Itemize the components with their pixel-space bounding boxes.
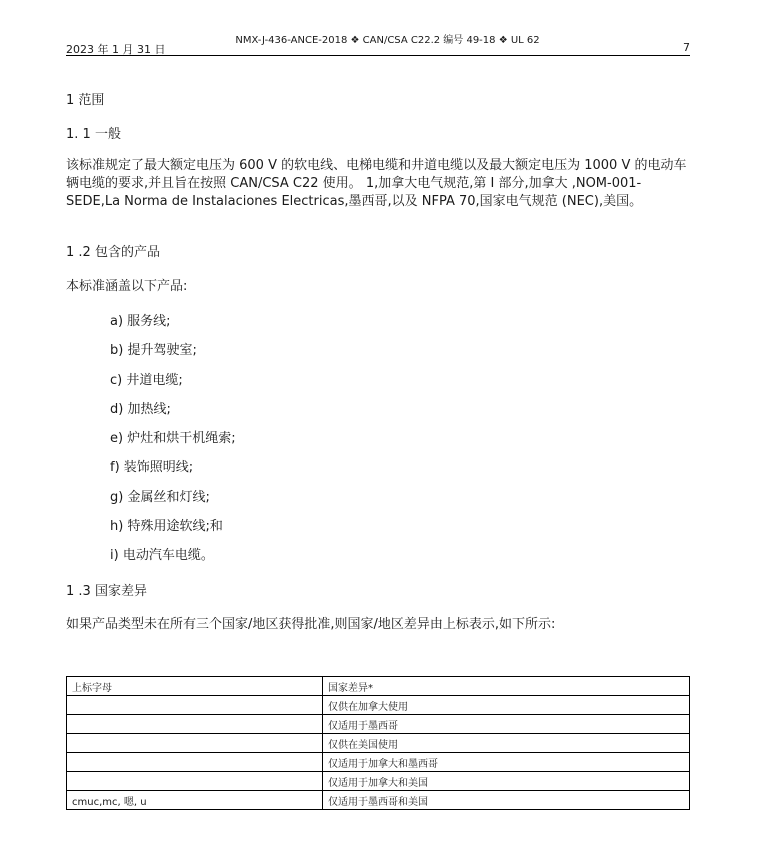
- table-row: [67, 734, 690, 753]
- table-cell: 仅供在美国使用: [323, 734, 690, 753]
- product-list-item: a) 服务线;: [110, 314, 171, 329]
- table-row: [67, 753, 690, 772]
- products-intro: 本标准涵盖以下产品:: [66, 279, 188, 294]
- table-cell: 仅适用于加拿大和墨西哥: [323, 753, 690, 772]
- column-header-difference: 国家差异*: [323, 677, 690, 696]
- product-list-item: f) 装饰照明线;: [110, 460, 194, 475]
- table-row: [67, 791, 690, 810]
- header-divider: [66, 55, 690, 56]
- table-cell: [67, 753, 323, 772]
- table-cell: [67, 772, 323, 791]
- product-list-item: e) 炉灶和烘干机绳索;: [110, 431, 236, 446]
- page-number: 7: [683, 41, 690, 54]
- standard-reference: NMX-J-436-ANCE-2018 ❖ CAN/CSA C22.2 编号 49-18 ❖ UL 62: [235, 35, 540, 46]
- product-list-item: i) 电动汽车电缆。: [110, 548, 214, 563]
- table-cell: cmuc,mc, 嗯, u: [67, 791, 323, 810]
- table-cell: [67, 715, 323, 734]
- table-cell: 仅适用于加拿大和美国: [323, 772, 690, 791]
- general-paragraph: 该标准规定了最大额定电压为 600 V 的软电线、电梯电缆和井道电缆以及最大额定电压为 1000 V 的电动车辆电缆的要求,并且旨在按照 CAN/CSA C22 使用。 1,加拿大电气规范,第 I 部分,加拿大 ,NOM-001-SEDE,La Norma de Instalaciones Electricas,墨西哥,以及 NFPA 70,国家电气规范 (NEC),美国。: [66, 158, 687, 209]
- document-date: 2023 年 1 月 31 日: [66, 43, 166, 56]
- subsection-heading-national-differences: 1 .3 国家差异: [66, 584, 147, 599]
- subsection-heading-general: 1. 1 一般: [66, 127, 121, 142]
- national-differences-paragraph: 如果产品类型未在所有三个国家/地区获得批准,则国家/地区差异由上标表示,如下所示:: [66, 617, 556, 632]
- table-cell: 仅供在加拿大使用: [323, 696, 690, 715]
- table-row: [67, 715, 690, 734]
- product-list-item: h) 特殊用途软线;和: [110, 519, 223, 534]
- table-cell: 仅适用于墨西哥和美国: [323, 791, 690, 810]
- table-header-row: [67, 677, 690, 696]
- table-row: [67, 772, 690, 791]
- table-cell: [67, 734, 323, 753]
- product-list-item: g) 金属丝和灯线;: [110, 490, 210, 505]
- section-heading-scope: 1 范围: [66, 93, 105, 108]
- table-cell: 仅适用于墨西哥: [323, 715, 690, 734]
- national-differences-table: [66, 676, 690, 810]
- table-cell: [67, 696, 323, 715]
- product-list-item: c) 井道电缆;: [110, 373, 183, 388]
- subsection-heading-products: 1 .2 包含的产品: [66, 245, 160, 260]
- product-list-item: b) 提升驾驶室;: [110, 343, 197, 358]
- column-header-superscript: 上标字母: [67, 677, 323, 696]
- product-list-item: d) 加热线;: [110, 402, 171, 417]
- table-row: [67, 696, 690, 715]
